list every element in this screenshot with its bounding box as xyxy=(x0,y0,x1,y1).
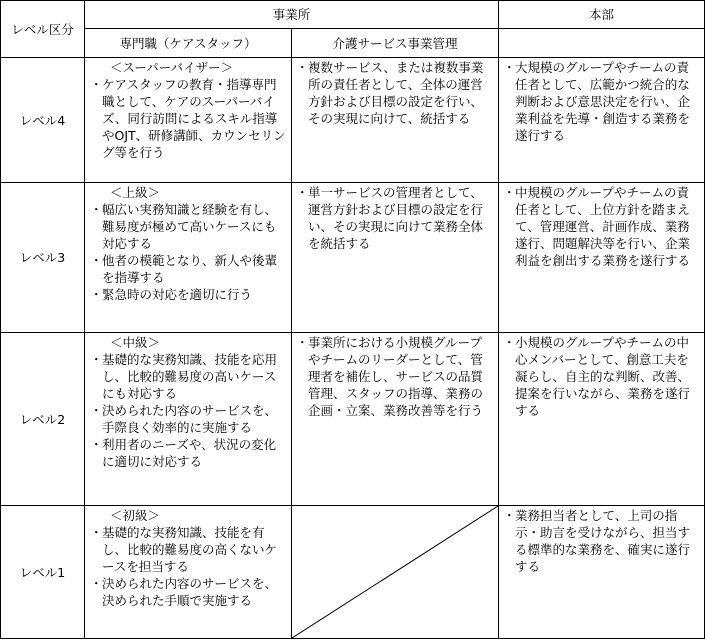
header-headquarters: 本部 xyxy=(588,7,614,22)
list-item: ・ 決められた内容のサービスを、決められた手順で実施する xyxy=(90,575,288,609)
headquarters-cell xyxy=(503,507,701,575)
level-title: ＜上級＞ xyxy=(110,185,161,200)
headquarters-cell xyxy=(503,334,701,419)
header-care-management: 介護サービス事業管理 xyxy=(332,35,458,51)
list-item: ・ 単一サービスの管理者として、運営方針および目標の設定を行い、その実現に向けて業務全体を統括する xyxy=(296,184,494,252)
list-item: ・ 基礎的な実務知識、技能を有し、比較的難易度の高くないケースを担当する xyxy=(90,524,288,575)
list-item: ・ 事業所における小規模グループやチームのリーダーとして、管理者を補佐し、サービスの品質管理、スタッフの指導、業務の企画・立案、業務改善等を行う xyxy=(296,334,494,419)
care-management-cell xyxy=(296,59,494,127)
list-item: ・ 中規模のグループやチームの責任者として、上位方針を踏まえて、管理運営、計画作成、業務遂行、問題解決等を行い、企業利益を創出する業務を遂行する xyxy=(503,184,701,269)
list-item: ・ 利用者のニーズや、状況の変化に適切に対応する xyxy=(90,436,288,470)
list-item: ・ 大規模のグループやチームの責任者として、広範かつ統合的な判断および意思決定を行い、企業利益を先導・創造する業務を遂行する xyxy=(503,59,701,144)
header-level-category: レベル区分 xyxy=(11,21,74,37)
list-item: ・ ケアスタッフの教育・指導専門職として、ケアのスーパーバイズ、同行訪問によるスキル指導やOJT、研修講師、カウンセリング等を行う xyxy=(90,76,288,161)
headquarters-cell xyxy=(503,59,701,144)
level-label: レベル3 xyxy=(19,250,66,265)
level-label: レベル2 xyxy=(19,411,66,427)
row-divider xyxy=(0,182,705,183)
level-title: ＜中級＞ xyxy=(110,335,161,350)
care-management-cell xyxy=(296,184,494,252)
table-border-bottom xyxy=(0,638,705,639)
professional-cell xyxy=(90,507,288,609)
level-label: レベル4 xyxy=(19,112,66,128)
list-item: ・ 複数サービス、または複数事業所の責任者として、全体の運営方針および目標の設定を行い、その実現に向けて、統括する xyxy=(296,59,494,127)
headquarters-cell xyxy=(503,184,701,269)
list-item: ・ 他者の模範となり、新人や後輩を指導する xyxy=(90,252,288,286)
level-title: ＜スーパーバイザー＞ xyxy=(110,60,234,75)
column-divider xyxy=(84,0,85,639)
list-item: ・ 緊急時の対応を適切に行う xyxy=(90,286,288,303)
care-management-cell xyxy=(296,334,494,419)
list-item: ・ 小規模のグループやチームの中心メンバーとして、創意工夫を凝らし、自主的な判断、改善、提案を行いながら、業務を遂行する xyxy=(503,334,701,419)
list-item: ・ 決められた内容のサービスを、手際良く効率的に実施する xyxy=(90,402,288,436)
list-item: ・ 業務担当者として、上司の指示・助言を受けながら、担当する標準的な業務を、確実に遂行する xyxy=(503,507,701,575)
header-bottom-border xyxy=(0,57,705,58)
column-divider xyxy=(498,0,499,639)
list-item: ・ 基礎的な実務知識、技能を応用し、比較的難易度の高いケースにも対応する xyxy=(90,351,288,402)
row-divider xyxy=(0,332,705,333)
professional-cell xyxy=(90,59,288,161)
header-professional: 専門職（ケアスタッフ） xyxy=(119,35,257,51)
list-item: ・ 幅広い実務知識と経験を有し、難易度が極めて高いケースにも対応する xyxy=(90,201,288,252)
not-applicable-diagonal xyxy=(292,506,498,638)
level-title: ＜初級＞ xyxy=(110,508,161,523)
level-label: レベル1 xyxy=(19,564,66,580)
header-office: 事業所 xyxy=(272,7,311,22)
professional-cell xyxy=(90,334,288,470)
professional-cell xyxy=(90,184,288,303)
